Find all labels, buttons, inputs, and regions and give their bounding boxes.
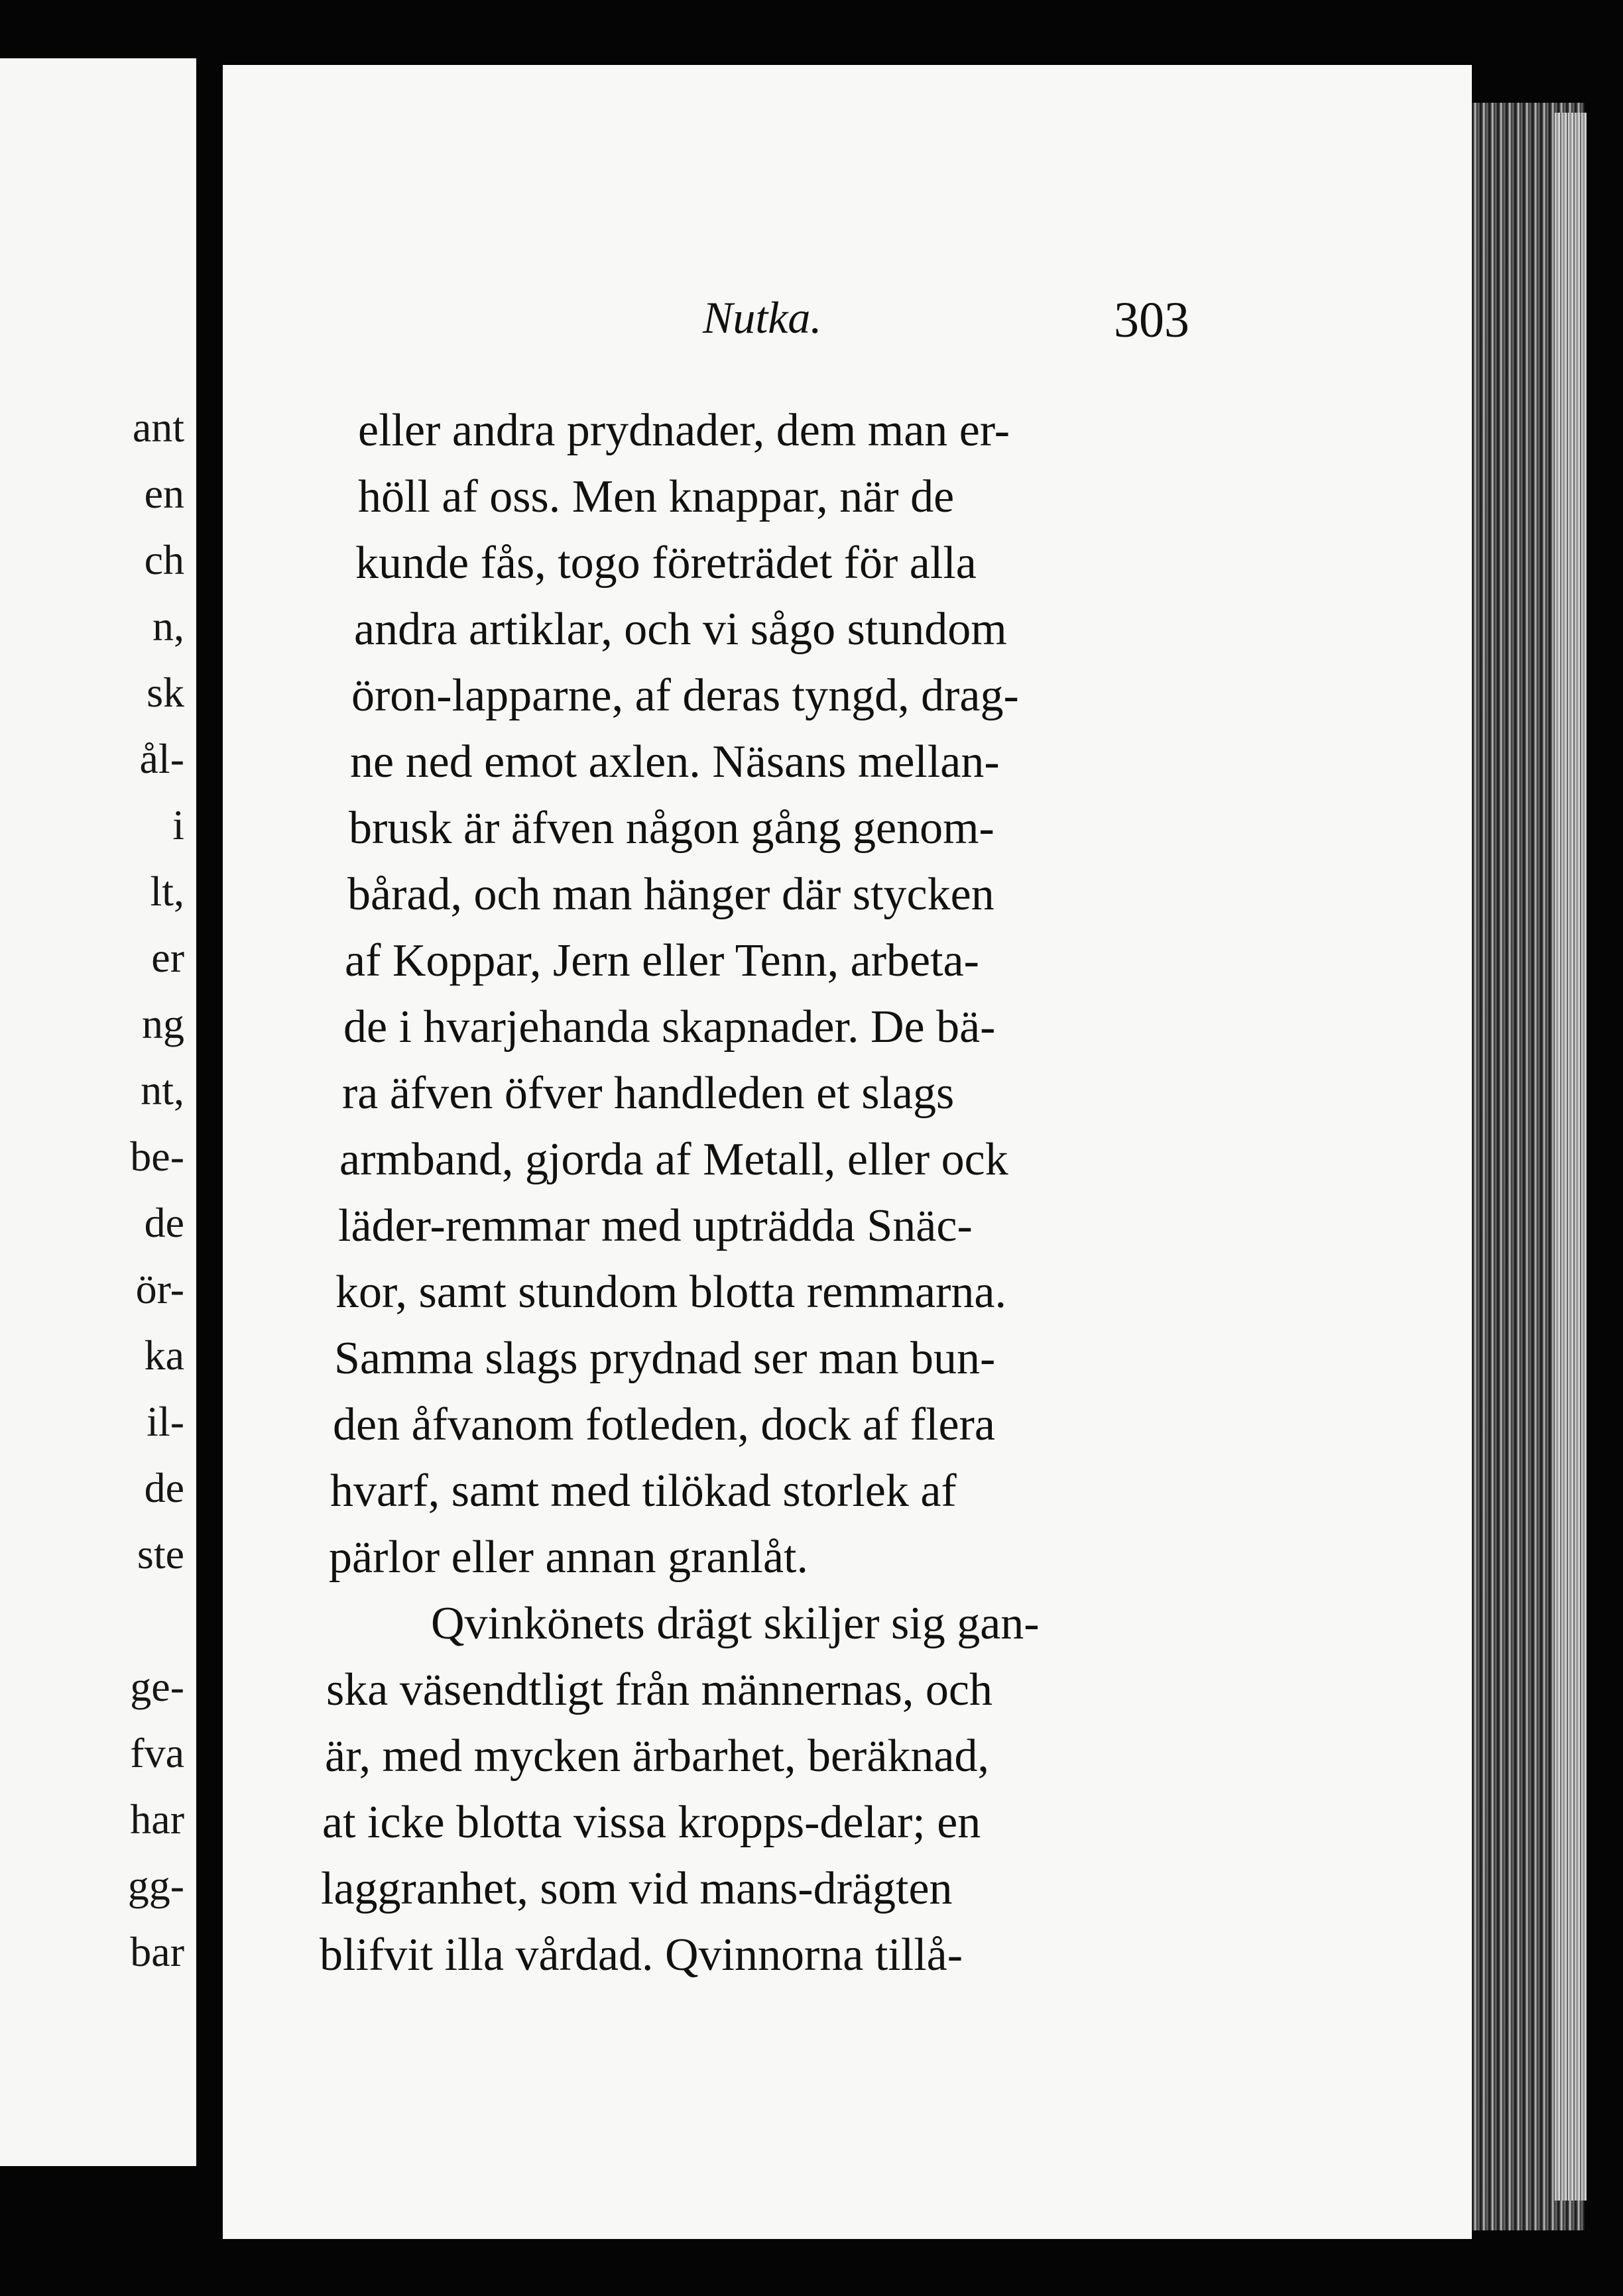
text-line: den åfvanom fotleden, dock af flera (333, 1399, 995, 1450)
left-fragment-line: ng (142, 1000, 184, 1047)
text-line: pärlor eller annan granlåt. (329, 1532, 808, 1583)
left-fragment-line: ge- (130, 1663, 184, 1710)
text-line: ra äfven öfver handleden et slags (342, 1068, 955, 1119)
left-fragment-line: ka (144, 1332, 184, 1379)
left-page-fragment (0, 58, 196, 2166)
left-fragment-line: lt, (150, 868, 184, 915)
left-fragment-line: i (172, 801, 184, 848)
left-fragment-line: be- (130, 1133, 184, 1180)
left-fragment-line: har (130, 1796, 184, 1843)
left-fragment-line: nt, (141, 1066, 184, 1114)
page-edges-highlight (1555, 113, 1587, 2201)
text-line: öron-lapparne, af deras tyngd, drag- (351, 670, 1019, 721)
left-fragment-line: fva (130, 1729, 184, 1776)
text-line: af Koppar, Jern eller Tenn, arbeta- (345, 935, 979, 986)
text-line: Qvinkönets drägt skiljer sig gan- (431, 1598, 1040, 1649)
page-number: 303 (1114, 292, 1189, 348)
left-fragment-line: sk (147, 669, 184, 716)
left-fragment-line: ål- (139, 735, 184, 782)
left-fragment-line: er (151, 934, 184, 981)
left-fragment-line: ör- (135, 1265, 184, 1312)
left-fragment-line: de (144, 1464, 184, 1511)
text-line: höll af oss. Men knappar, när de (358, 471, 955, 522)
text-line: ska väsendtligt från männernas, och (326, 1664, 992, 1715)
running-header: Nutka. (703, 292, 822, 343)
text-line: brusk är äfven någon gång genom- (349, 803, 994, 854)
left-fragment-line: ch (144, 536, 184, 583)
text-line: at icke blotta vissa kropps-delar; en (322, 1797, 981, 1848)
text-line: är, med mycken ärbarhet, beräknad, (325, 1731, 989, 1782)
text-line: ne ned emot axlen. Näsans mellan- (350, 736, 1000, 787)
text-line: andra artiklar, och vi sågo stundom (354, 604, 1007, 655)
left-fragment-line: n, (152, 603, 184, 650)
text-line: laggranhet, som vid mans-drägten (321, 1863, 953, 1914)
book-gutter (196, 40, 223, 2227)
text-line: bårad, och man hänger där stycken (347, 869, 994, 920)
text-line: Samma slags prydnad ser man bun- (334, 1333, 996, 1384)
left-fragment-line: gg- (127, 1862, 184, 1909)
text-line: kor, samt stundom blotta remmarna. (335, 1267, 1006, 1318)
text-line: blifvit illa vårdad. Qvinnorna tillå- (320, 1929, 963, 1980)
text-line: armband, gjorda af Metall, eller ock (339, 1134, 1008, 1185)
text-line: de i hvarjehanda skapnader. De bä- (343, 1002, 996, 1053)
left-fragment-line: en (144, 470, 184, 517)
text-line: hvarf, samt med tilökad storlek af (330, 1465, 957, 1517)
left-fragment-line: ste (137, 1530, 184, 1578)
left-fragment-line: ant (132, 404, 184, 451)
left-fragment-line: il- (147, 1398, 184, 1445)
left-fragment-line: bar (130, 1928, 184, 1975)
text-line: läder-remmar med upträdda Snäc- (338, 1200, 973, 1251)
left-fragment-line: de (144, 1199, 184, 1246)
text-line: eller andra prydnader, dem man er- (358, 405, 1010, 456)
text-line: kunde fås, togo företrädet för alla (355, 538, 977, 589)
